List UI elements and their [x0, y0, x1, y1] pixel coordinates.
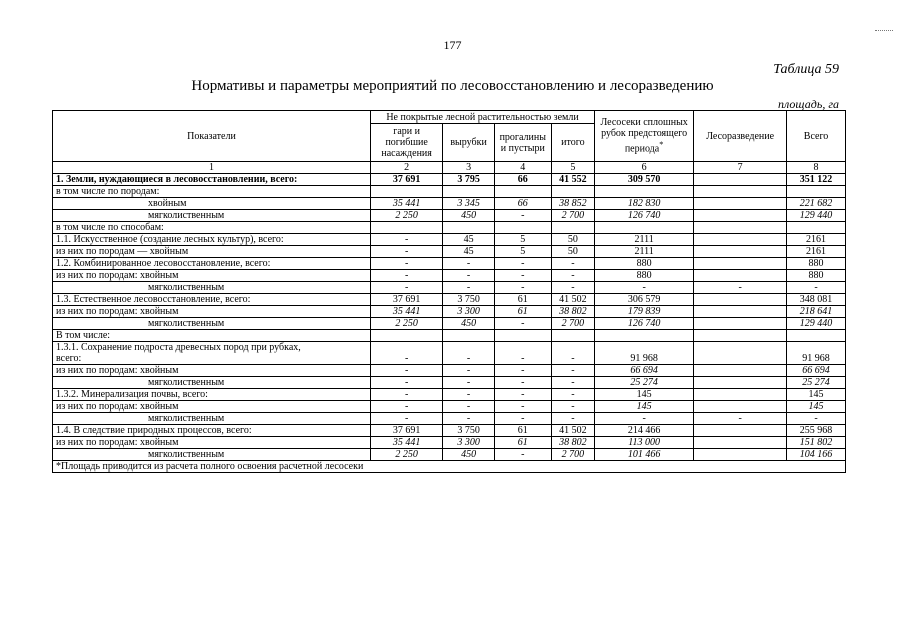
header-all: Всего: [787, 111, 846, 162]
cell-value: -: [494, 401, 551, 413]
table-row: [53, 330, 846, 342]
cell-value: 145: [595, 389, 694, 401]
cell-value: [371, 330, 443, 342]
row-label: мягколиственным: [53, 413, 371, 425]
cell-value: [694, 377, 787, 389]
cell-value: 101 466: [595, 449, 694, 461]
cell-value: [371, 222, 443, 234]
cell-value: -: [494, 210, 551, 222]
cell-value: 129 440: [787, 318, 846, 330]
cell-value: 38 852: [551, 198, 594, 210]
cell-value: 66: [494, 174, 551, 186]
cell-value: 38 802: [551, 306, 594, 318]
cell-value: -: [694, 282, 787, 294]
cell-value: 38 802: [551, 437, 594, 449]
row-label: мягколиственным: [53, 282, 371, 294]
table-row: [53, 318, 846, 330]
row-label: из них по породам: хвойным: [53, 401, 371, 413]
column-number: 5: [551, 162, 594, 174]
table-row: [53, 234, 846, 246]
page-number: 177: [443, 38, 462, 52]
row-label: 1.2. Комбинированное лесовосстановление, всего:: [53, 258, 371, 270]
cell-value: [694, 258, 787, 270]
cell-value: [551, 186, 594, 198]
cell-value: -: [551, 282, 594, 294]
table-row: [53, 306, 846, 318]
cell-value: [694, 222, 787, 234]
cell-value: 145: [595, 401, 694, 413]
row-label: 1.3.1. Сохранение подроста древесных пород при рубках, всего:: [53, 342, 371, 365]
cell-value: [694, 437, 787, 449]
row-label: 1.3. Естественное лесовосстановление, всего:: [53, 294, 371, 306]
cell-value: 214 466: [595, 425, 694, 437]
unit-label: площадь, га: [778, 97, 839, 111]
cell-value: -: [371, 234, 443, 246]
cell-value: -: [371, 258, 443, 270]
cell-value: 91 968: [787, 342, 846, 365]
cell-value: -: [551, 401, 594, 413]
cell-value: [443, 222, 495, 234]
table-row: [53, 377, 846, 389]
table-row: [53, 342, 846, 365]
cell-value: 880: [787, 270, 846, 282]
column-number: 6: [595, 162, 694, 174]
cell-value: 25 274: [595, 377, 694, 389]
row-label: из них по породам — хвойным: [53, 246, 371, 258]
cell-value: [443, 186, 495, 198]
cell-value: 25 274: [787, 377, 846, 389]
table-row: [53, 389, 846, 401]
table-row: [53, 437, 846, 449]
cell-value: 2111: [595, 234, 694, 246]
cell-value: -: [371, 401, 443, 413]
cell-value: [694, 342, 787, 365]
cell-value: -: [371, 413, 443, 425]
row-label: 1.3.2. Минерализация почвы, всего:: [53, 389, 371, 401]
cell-value: [694, 294, 787, 306]
cell-value: 3 300: [443, 306, 495, 318]
cell-value: 2161: [787, 246, 846, 258]
cell-value: 5: [494, 234, 551, 246]
cell-value: [595, 222, 694, 234]
cell-value: -: [551, 270, 594, 282]
table-row: [53, 198, 846, 210]
cell-value: -: [443, 342, 495, 365]
cell-value: 129 440: [787, 210, 846, 222]
row-label: в том числе по способам:: [53, 222, 371, 234]
cell-value: 221 682: [787, 198, 846, 210]
table-row: [53, 365, 846, 377]
cell-value: 3 300: [443, 437, 495, 449]
cell-value: [694, 330, 787, 342]
cell-value: [694, 186, 787, 198]
row-label: 1.4. В следствие природных процессов, всего:: [53, 425, 371, 437]
cell-value: [494, 330, 551, 342]
header-glades: прогалины и пустыри: [494, 124, 551, 162]
cell-value: 145: [787, 401, 846, 413]
cell-value: 880: [595, 258, 694, 270]
row-label: из них по породам: хвойным: [53, 270, 371, 282]
cell-value: 126 740: [595, 318, 694, 330]
header-cuttings: вырубки: [443, 124, 495, 162]
cell-value: -: [443, 401, 495, 413]
cell-value: [494, 222, 551, 234]
table-row: [53, 294, 846, 306]
cell-value: -: [371, 365, 443, 377]
cell-value: 145: [787, 389, 846, 401]
cell-value: [595, 330, 694, 342]
cell-value: -: [787, 282, 846, 294]
cell-value: 351 122: [787, 174, 846, 186]
cell-value: 61: [494, 437, 551, 449]
column-numbers-row: [53, 162, 846, 174]
cell-value: -: [443, 389, 495, 401]
cell-value: 37 691: [371, 294, 443, 306]
cell-value: 61: [494, 306, 551, 318]
table-row: [53, 282, 846, 294]
header-burned: гари и погибшие насаждения: [371, 124, 443, 162]
cell-value: 3 795: [443, 174, 495, 186]
cell-value: 450: [443, 318, 495, 330]
cell-value: 91 968: [595, 342, 694, 365]
row-label: 1.1. Искусственное (создание лесных культур), всего:: [53, 234, 371, 246]
table-row: [53, 258, 846, 270]
row-label: В том числе:: [53, 330, 371, 342]
cell-value: 37 691: [371, 425, 443, 437]
cell-value: [787, 222, 846, 234]
cell-value: [694, 401, 787, 413]
column-number: 8: [787, 162, 846, 174]
table-row: [53, 186, 846, 198]
cell-value: 3 750: [443, 425, 495, 437]
cell-value: 126 740: [595, 210, 694, 222]
cell-value: 113 000: [595, 437, 694, 449]
column-number: 7: [694, 162, 787, 174]
cell-value: 880: [787, 258, 846, 270]
cell-value: [694, 270, 787, 282]
cell-value: -: [443, 258, 495, 270]
cell-value: -: [371, 342, 443, 365]
cell-value: -: [595, 282, 694, 294]
cell-value: -: [595, 413, 694, 425]
row-label: 1. Земли, нуждающиеся в лесовосстановлении, всего:: [53, 174, 371, 186]
row-label: из них по породам: хвойным: [53, 437, 371, 449]
table-row: [53, 425, 846, 437]
cell-value: -: [551, 365, 594, 377]
column-number: 4: [494, 162, 551, 174]
cell-value: [694, 318, 787, 330]
row-label: в том числе по породам:: [53, 186, 371, 198]
cell-value: -: [494, 377, 551, 389]
cell-value: -: [551, 413, 594, 425]
cell-value: -: [494, 342, 551, 365]
cell-value: 37 691: [371, 174, 443, 186]
cell-value: -: [443, 270, 495, 282]
cell-value: 3 750: [443, 294, 495, 306]
cell-value: 2 250: [371, 210, 443, 222]
cell-value: -: [443, 282, 495, 294]
cell-value: -: [371, 246, 443, 258]
cell-value: -: [694, 413, 787, 425]
table-row: [53, 401, 846, 413]
corner-mark: [875, 30, 893, 31]
cell-value: 2 250: [371, 449, 443, 461]
row-label: из них по породам: хвойным: [53, 306, 371, 318]
cell-value: -: [494, 258, 551, 270]
cell-value: [551, 222, 594, 234]
cell-value: [551, 330, 594, 342]
cell-value: -: [371, 389, 443, 401]
table-row: [53, 449, 846, 461]
column-number: 3: [443, 162, 495, 174]
cell-value: [694, 174, 787, 186]
header-clearcut: Лесосеки сплошных рубок предстоящего периода*: [595, 111, 694, 162]
cell-value: [595, 186, 694, 198]
cell-value: [694, 425, 787, 437]
row-label: мягколиственным: [53, 449, 371, 461]
header-afforestation: Лесоразведение: [694, 111, 787, 162]
cell-value: -: [371, 270, 443, 282]
cell-value: 2 700: [551, 210, 594, 222]
cell-value: 348 081: [787, 294, 846, 306]
cell-value: -: [551, 377, 594, 389]
cell-value: -: [371, 282, 443, 294]
cell-value: 45: [443, 246, 495, 258]
cell-value: 50: [551, 246, 594, 258]
cell-value: 41 502: [551, 425, 594, 437]
cell-value: 3 345: [443, 198, 495, 210]
cell-value: 179 839: [595, 306, 694, 318]
cell-value: 2161: [787, 234, 846, 246]
cell-value: [694, 365, 787, 377]
document-title: Нормативы и параметры мероприятий по лесовосстановлению и лесоразведению: [191, 78, 714, 94]
cell-value: -: [551, 258, 594, 270]
cell-value: 66 694: [595, 365, 694, 377]
cell-value: -: [494, 449, 551, 461]
cell-value: [787, 186, 846, 198]
cell-value: 450: [443, 210, 495, 222]
cell-value: [443, 330, 495, 342]
cell-value: 2 700: [551, 449, 594, 461]
cell-value: [494, 186, 551, 198]
cell-value: 2111: [595, 246, 694, 258]
cell-value: 45: [443, 234, 495, 246]
cell-value: -: [443, 413, 495, 425]
table-row: [53, 270, 846, 282]
cell-value: 50: [551, 234, 594, 246]
cell-value: 218 641: [787, 306, 846, 318]
cell-value: 61: [494, 425, 551, 437]
cell-value: -: [787, 413, 846, 425]
cell-value: -: [494, 318, 551, 330]
row-label: мягколиственным: [53, 377, 371, 389]
table-row: [53, 174, 846, 186]
cell-value: -: [371, 377, 443, 389]
row-label: мягколиственным: [53, 210, 371, 222]
cell-value: [694, 306, 787, 318]
column-number: 2: [371, 162, 443, 174]
cell-value: [787, 330, 846, 342]
cell-value: 2 700: [551, 318, 594, 330]
footnote: *Площадь приводится из расчета полного освоения расчетной лесосеки: [53, 461, 846, 473]
cell-value: 880: [595, 270, 694, 282]
column-number: 1: [53, 162, 371, 174]
cell-value: 35 441: [371, 437, 443, 449]
standards-table: [52, 110, 846, 473]
cell-value: 309 570: [595, 174, 694, 186]
cell-value: -: [551, 342, 594, 365]
cell-value: 5: [494, 246, 551, 258]
cell-value: 35 441: [371, 306, 443, 318]
cell-value: -: [443, 377, 495, 389]
cell-value: [694, 198, 787, 210]
cell-value: 104 166: [787, 449, 846, 461]
header-total: итого: [551, 124, 594, 162]
cell-value: [694, 210, 787, 222]
cell-value: 41 552: [551, 174, 594, 186]
table-row: [53, 246, 846, 258]
cell-value: [694, 246, 787, 258]
cell-value: 66: [494, 198, 551, 210]
table-row: [53, 210, 846, 222]
cell-value: [694, 234, 787, 246]
cell-value: 41 502: [551, 294, 594, 306]
table-number: Таблица 59: [773, 62, 839, 77]
header-uncovered-lands: Не покрытые лесной растительностью земли: [371, 111, 595, 124]
table-row: [53, 413, 846, 425]
table-row: [53, 222, 846, 234]
cell-value: -: [494, 413, 551, 425]
cell-value: 66 694: [787, 365, 846, 377]
cell-value: -: [494, 389, 551, 401]
cell-value: 450: [443, 449, 495, 461]
cell-value: -: [494, 282, 551, 294]
cell-value: -: [443, 365, 495, 377]
cell-value: 255 968: [787, 425, 846, 437]
cell-value: [371, 186, 443, 198]
cell-value: -: [494, 365, 551, 377]
header-indicators: Показатели: [53, 111, 371, 162]
cell-value: 35 441: [371, 198, 443, 210]
cell-value: -: [551, 389, 594, 401]
cell-value: 306 579: [595, 294, 694, 306]
row-label: мягколиственным: [53, 318, 371, 330]
row-label: хвойным: [53, 198, 371, 210]
cell-value: 61: [494, 294, 551, 306]
cell-value: 182 830: [595, 198, 694, 210]
cell-value: 151 802: [787, 437, 846, 449]
cell-value: 2 250: [371, 318, 443, 330]
cell-value: [694, 389, 787, 401]
row-label: из них по породам: хвойным: [53, 365, 371, 377]
cell-value: -: [494, 270, 551, 282]
cell-value: [694, 449, 787, 461]
